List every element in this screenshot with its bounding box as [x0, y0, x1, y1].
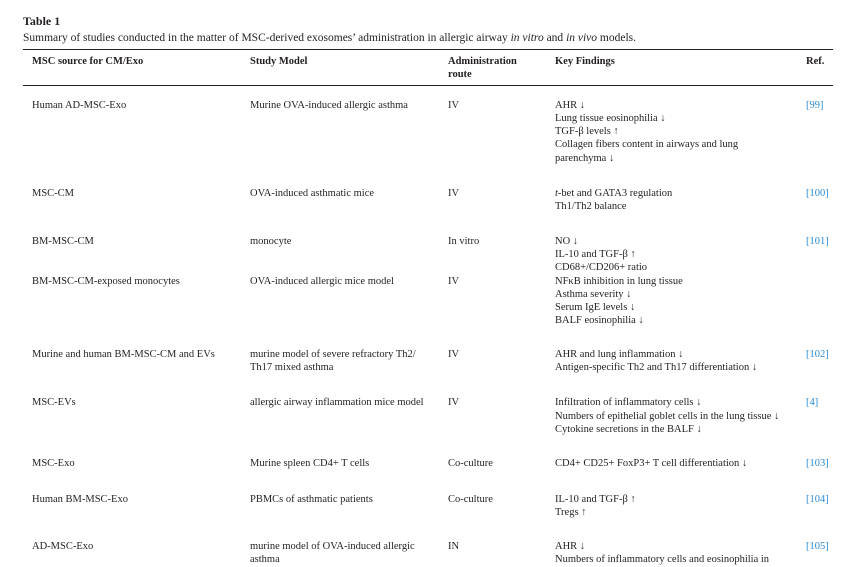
- table-row: [23, 374, 833, 436]
- model-line: Murine OVA-induced allergic asthma: [250, 99, 408, 111]
- caption-text-suffix: models.: [597, 32, 637, 44]
- caption-text-mid: and: [543, 32, 567, 44]
- cell-source: BM-MSC-CM-exposed monocytes: [32, 275, 180, 287]
- table-row: [23, 471, 833, 520]
- cell-findings: [555, 165, 806, 214]
- table-row: [23, 275, 833, 328]
- header-source: MSC source for CM/Exo: [32, 56, 144, 67]
- cell-route: IN: [448, 541, 460, 553]
- cell-findings: [555, 214, 806, 275]
- finding-line: [555, 187, 806, 200]
- finding-line: Antigen-specific Th2 and Th17 differentiation ↓: [555, 362, 758, 374]
- cell-source: Murine and human BM-MSC-CM and EVs: [32, 348, 215, 360]
- cell-model: [250, 85, 448, 165]
- cell-model: [250, 275, 448, 328]
- finding-line: NO ↓: [555, 235, 579, 247]
- table-label: Table 1: [23, 14, 61, 28]
- finding-text: -bet and GATA3 regulation: [557, 188, 673, 200]
- cell-route: IV: [448, 99, 460, 111]
- cell-ref: [806, 275, 833, 328]
- header-findings: Key Findings: [555, 56, 615, 67]
- cell-ref: [806, 214, 833, 275]
- cell-source: MSC-Exo: [32, 458, 75, 470]
- finding-line: IL-10 and TGF-β ↑: [555, 493, 636, 505]
- finding-line: Serum IgE levels ↓: [555, 302, 636, 314]
- cell-ref: [806, 85, 833, 165]
- finding-line: Tregs ↑: [555, 506, 587, 518]
- table-row: [23, 165, 833, 214]
- finding-italic-t: t: [555, 188, 558, 200]
- cell-source: AD-MSC-Exo: [32, 541, 94, 553]
- finding-line: Infiltration of inflammatory cells ↓: [555, 397, 702, 409]
- cell-model: [250, 328, 448, 375]
- cell-model: [250, 519, 448, 567]
- cell-source: MSC-EVs: [32, 397, 76, 409]
- table-header-row: [23, 50, 833, 85]
- finding-line: Collagen fibers content in airways and lung: [555, 139, 739, 151]
- cell-route: Co-culture: [448, 493, 493, 505]
- header-route: [448, 50, 555, 85]
- studies-table: [23, 50, 833, 567]
- model-line: Th17 mixed asthma: [250, 362, 334, 374]
- model-line: OVA-induced allergic mice model: [250, 275, 394, 287]
- cell-ref: [806, 471, 833, 520]
- cell-findings: [555, 436, 806, 470]
- cell-ref: [806, 328, 833, 375]
- cell-ref: [806, 436, 833, 470]
- finding-line: Numbers of inflammatory cells and eosinophilia in: [555, 554, 770, 566]
- finding-line: Asthma severity ↓: [555, 288, 632, 300]
- header-route-line1: Administration: [448, 56, 517, 67]
- table-page: [23, 14, 833, 567]
- table-row: [23, 436, 833, 470]
- header-route-line2: route: [448, 69, 472, 81]
- caption-italic-in-vitro: in vitro: [510, 32, 544, 44]
- cell-ref: [806, 519, 833, 567]
- finding-line: AHR ↓: [555, 541, 586, 553]
- finding-line: parenchyma ↓: [555, 152, 615, 164]
- model-line: monocyte: [250, 235, 292, 247]
- reference-link[interactable]: [4]: [806, 397, 819, 409]
- table-row: [23, 519, 833, 567]
- finding-line: Numbers of epithelial goblet cells in the lung tissue ↓: [555, 410, 780, 422]
- finding-line: BALF eosinophilia ↓: [555, 315, 644, 327]
- cell-model: [250, 374, 448, 436]
- reference-link[interactable]: [101]: [806, 235, 829, 247]
- cell-route: IV: [448, 348, 460, 360]
- model-line: Murine spleen CD4+ T cells: [250, 458, 370, 470]
- reference-link[interactable]: [99]: [806, 99, 824, 111]
- reference-link[interactable]: [103]: [806, 458, 829, 470]
- model-line: OVA-induced asthmatic mice: [250, 188, 375, 200]
- cell-findings: [555, 85, 806, 165]
- header-model: Study Model: [250, 56, 308, 67]
- reference-link[interactable]: [100]: [806, 188, 829, 200]
- cell-findings: [555, 519, 806, 567]
- table-caption: [23, 31, 833, 46]
- cell-ref: [806, 374, 833, 436]
- finding-line: CD68+/CD206+ ratio: [555, 262, 648, 274]
- cell-model: [250, 471, 448, 520]
- finding-line: NFκB inhibition in lung tissue: [555, 275, 683, 287]
- cell-route: IV: [448, 397, 460, 409]
- cell-route: In vitro: [448, 235, 480, 247]
- finding-line: IL-10 and TGF-β ↑: [555, 248, 636, 260]
- model-line: murine model of OVA-induced allergic: [250, 541, 415, 553]
- table-row: [23, 214, 833, 275]
- reference-link[interactable]: [102]: [806, 348, 829, 360]
- cell-findings: [555, 374, 806, 436]
- finding-line: AHR and lung inflammation ↓: [555, 348, 684, 360]
- cell-findings: [555, 275, 806, 328]
- cell-model: [250, 436, 448, 470]
- cell-model: [250, 165, 448, 214]
- cell-source: Human AD-MSC-Exo: [32, 99, 127, 111]
- cell-route: IV: [448, 275, 460, 287]
- model-line: allergic airway inflammation mice model: [250, 397, 424, 409]
- finding-line: TGF-β levels ↑: [555, 126, 619, 138]
- finding-line: CD4+ CD25+ FoxP3+ T cell differentiation ↓: [555, 458, 748, 470]
- model-line: asthma: [250, 554, 280, 566]
- table-row: [23, 328, 833, 375]
- reference-link[interactable]: [104]: [806, 493, 829, 505]
- model-line: PBMCs of asthmatic patients: [250, 493, 373, 505]
- model-line: murine model of severe refractory Th2/: [250, 348, 416, 360]
- finding-line: AHR ↓: [555, 99, 586, 111]
- cell-source: BM-MSC-CM: [32, 235, 94, 247]
- cell-source: MSC-CM: [32, 188, 75, 200]
- cell-source: Human BM-MSC-Exo: [32, 493, 128, 505]
- cell-route: IV: [448, 188, 460, 200]
- header-ref: Ref.: [806, 56, 825, 67]
- reference-link[interactable]: [105]: [806, 541, 829, 553]
- finding-line: Cytokine secretions in the BALF ↓: [555, 423, 702, 435]
- cell-findings: [555, 471, 806, 520]
- table-row: [23, 85, 833, 165]
- cell-findings: [555, 328, 806, 375]
- finding-line: Lung tissue eosinophilia ↓: [555, 112, 666, 124]
- cell-route: Co-culture: [448, 458, 493, 470]
- cell-ref: [806, 165, 833, 214]
- caption-italic-in-vivo: in vivo: [566, 32, 598, 44]
- cell-model: [250, 214, 448, 275]
- finding-line: Th1/Th2 balance: [555, 201, 627, 213]
- caption-text: Summary of studies conducted in the matter of MSC-derived exosomes’ administration in allergic airway: [23, 32, 511, 44]
